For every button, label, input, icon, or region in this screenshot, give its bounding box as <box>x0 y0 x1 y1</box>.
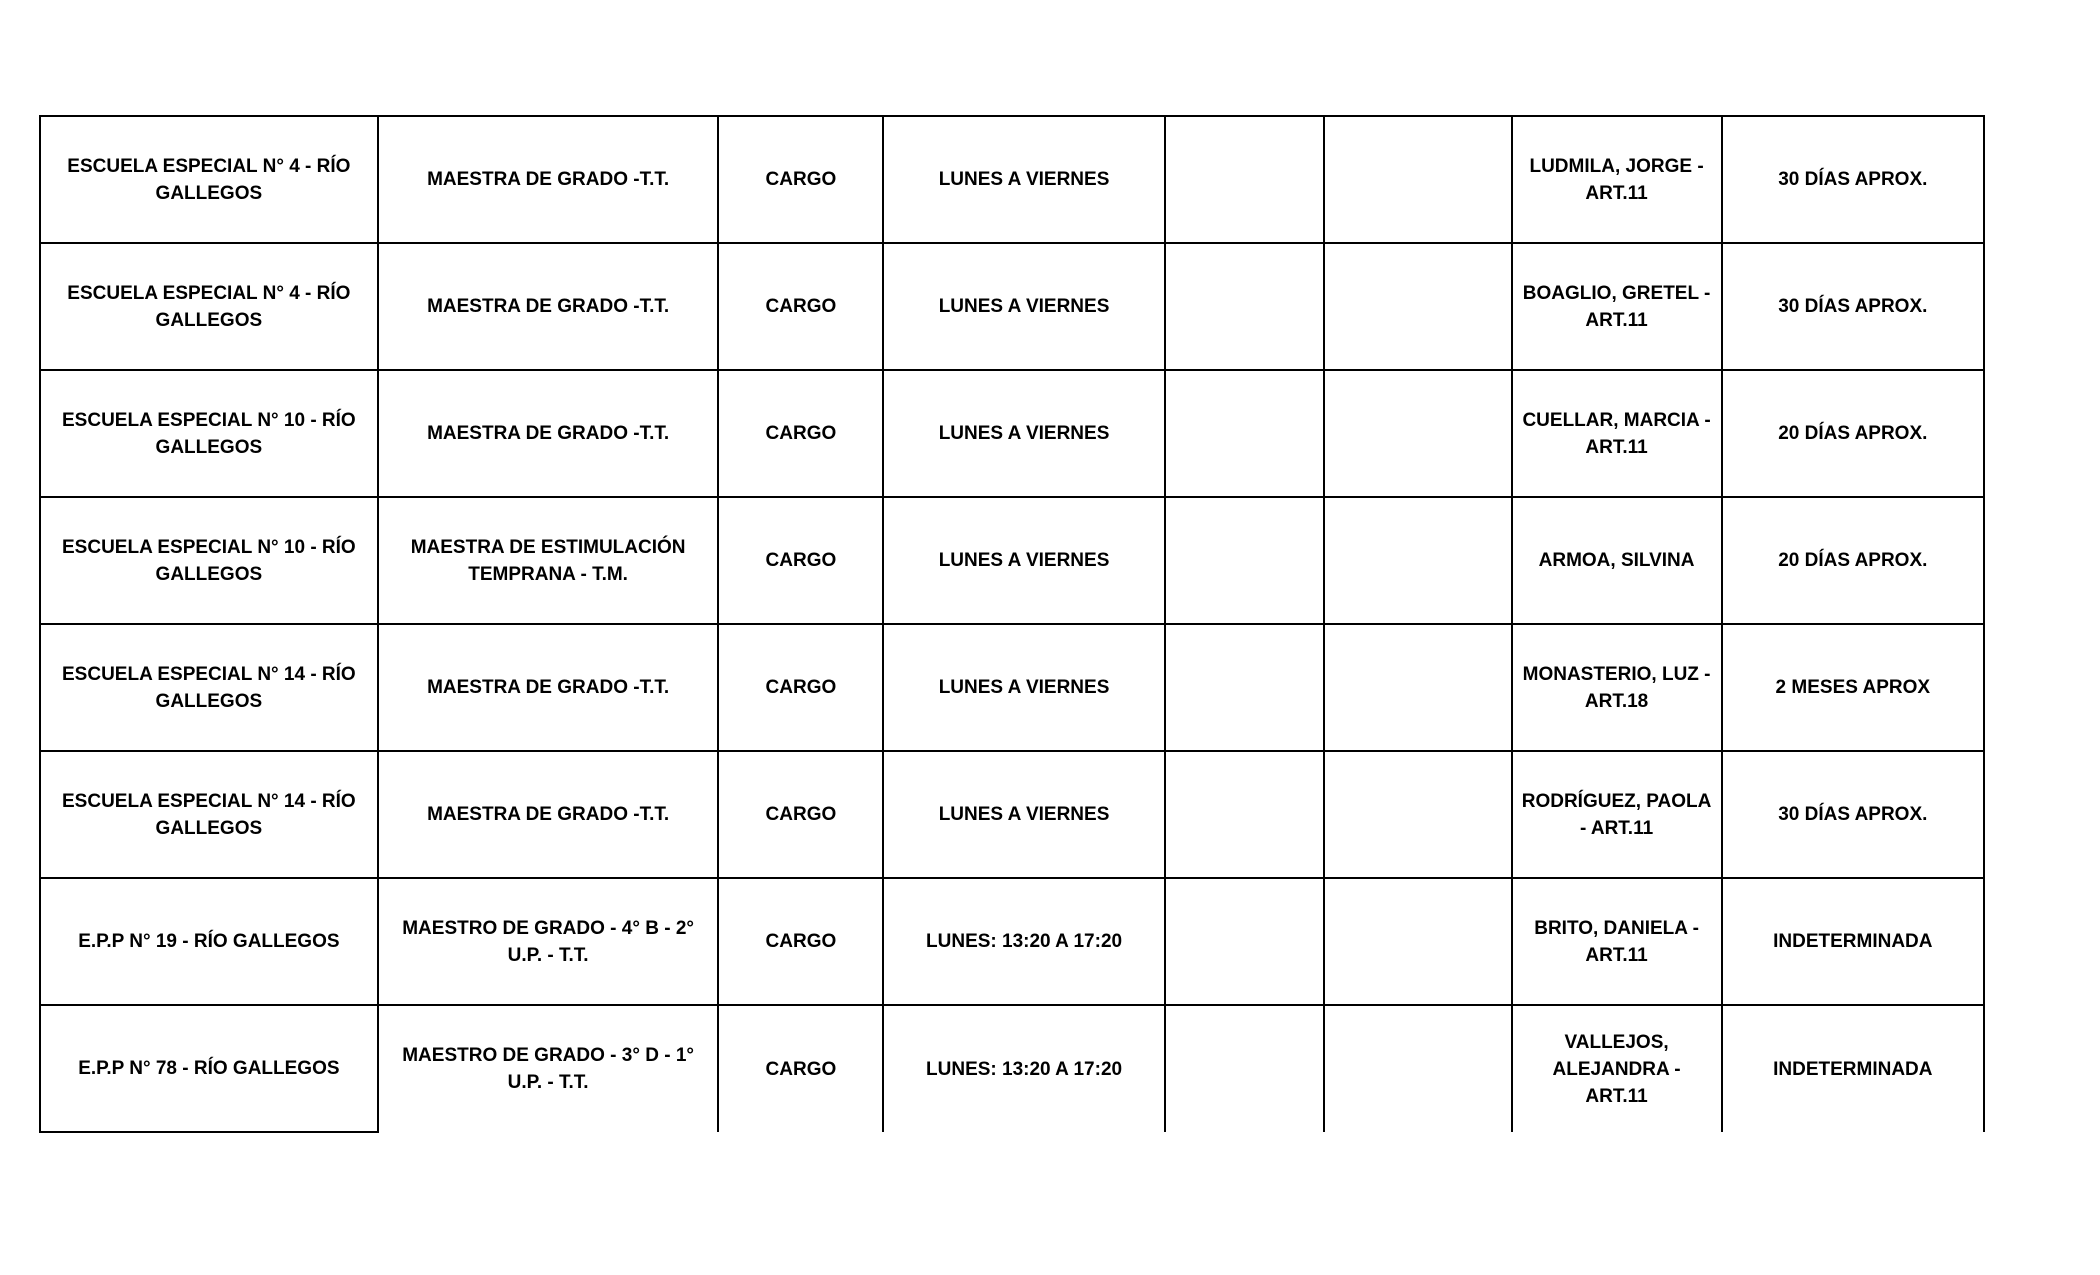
empty-cell <box>1324 1005 1512 1132</box>
table-row <box>40 624 1984 751</box>
schedule-cell: LUNES A VIERNES <box>883 624 1164 751</box>
school-cell: ESCUELA ESPECIAL N° 14 - RÍO GALLEGOS <box>40 624 378 751</box>
position-cell: MAESTRA DE GRADO -T.T. <box>378 370 719 497</box>
empty-cell <box>1165 370 1324 497</box>
teacher-cell: CUELLAR, MARCIA - ART.11 <box>1512 370 1722 497</box>
type-cell: CARGO <box>718 497 883 624</box>
type-cell: CARGO <box>718 878 883 1005</box>
schedule-cell: LUNES A VIERNES <box>883 243 1164 370</box>
teacher-cell: MONASTERIO, LUZ - ART.18 <box>1512 624 1722 751</box>
teacher-cell: BOAGLIO, GRETEL - ART.11 <box>1512 243 1722 370</box>
table-row <box>40 1005 1984 1132</box>
schedule-cell: LUNES A VIERNES <box>883 751 1164 878</box>
type-cell: CARGO <box>718 116 883 243</box>
table-row <box>40 878 1984 1005</box>
type-cell: CARGO <box>718 751 883 878</box>
vacancies-table <box>39 115 1985 1133</box>
spreadsheet-page <box>39 115 1985 1133</box>
school-cell: ESCUELA ESPECIAL N° 4 - RÍO GALLEGOS <box>40 243 378 370</box>
empty-cell <box>1324 497 1512 624</box>
empty-cell <box>1165 878 1324 1005</box>
position-cell: MAESTRA DE GRADO -T.T. <box>378 624 719 751</box>
position-cell: MAESTRA DE GRADO -T.T. <box>378 243 719 370</box>
schedule-cell: LUNES A VIERNES <box>883 116 1164 243</box>
empty-cell <box>1165 1005 1324 1132</box>
type-cell: CARGO <box>718 624 883 751</box>
table-row <box>40 116 1984 243</box>
school-cell: ESCUELA ESPECIAL N° 10 - RÍO GALLEGOS <box>40 370 378 497</box>
table-row <box>40 243 1984 370</box>
table-row <box>40 497 1984 624</box>
duration-cell: 20 DÍAS APROX. <box>1722 497 1984 624</box>
teacher-cell: VALLEJOS, ALEJANDRA - ART.11 <box>1512 1005 1722 1132</box>
school-cell: ESCUELA ESPECIAL N° 4 - RÍO GALLEGOS <box>40 116 378 243</box>
duration-cell: INDETERMINADA <box>1722 1005 1984 1132</box>
duration-cell: INDETERMINADA <box>1722 878 1984 1005</box>
duration-cell: 30 DÍAS APROX. <box>1722 751 1984 878</box>
teacher-cell: RODRÍGUEZ, PAOLA - ART.11 <box>1512 751 1722 878</box>
type-cell: CARGO <box>718 370 883 497</box>
empty-cell <box>1324 370 1512 497</box>
duration-cell: 30 DÍAS APROX. <box>1722 243 1984 370</box>
teacher-cell: ARMOA, SILVINA <box>1512 497 1722 624</box>
duration-cell: 20 DÍAS APROX. <box>1722 370 1984 497</box>
position-cell: MAESTRA DE GRADO -T.T. <box>378 116 719 243</box>
schedule-cell: LUNES: 13:20 A 17:20 <box>883 1005 1164 1132</box>
school-cell: E.P.P N° 78 - RÍO GALLEGOS <box>40 1005 378 1132</box>
school-cell: ESCUELA ESPECIAL N° 14 - RÍO GALLEGOS <box>40 751 378 878</box>
type-cell: CARGO <box>718 1005 883 1132</box>
duration-cell: 30 DÍAS APROX. <box>1722 116 1984 243</box>
table-row <box>40 370 1984 497</box>
table-row <box>40 751 1984 878</box>
empty-cell <box>1165 751 1324 878</box>
empty-cell <box>1324 878 1512 1005</box>
empty-cell <box>1165 116 1324 243</box>
position-cell: MAESTRA DE GRADO -T.T. <box>378 751 719 878</box>
school-cell: ESCUELA ESPECIAL N° 10 - RÍO GALLEGOS <box>40 497 378 624</box>
position-cell: MAESTRA DE ESTIMULACIÓN TEMPRANA - T.M. <box>378 497 719 624</box>
empty-cell <box>1165 497 1324 624</box>
duration-cell: 2 MESES APROX <box>1722 624 1984 751</box>
empty-cell <box>1165 624 1324 751</box>
empty-cell <box>1324 243 1512 370</box>
type-cell: CARGO <box>718 243 883 370</box>
empty-cell <box>1165 243 1324 370</box>
teacher-cell: LUDMILA, JORGE - ART.11 <box>1512 116 1722 243</box>
teacher-cell: BRITO, DANIELA - ART.11 <box>1512 878 1722 1005</box>
empty-cell <box>1324 751 1512 878</box>
schedule-cell: LUNES A VIERNES <box>883 497 1164 624</box>
empty-cell <box>1324 624 1512 751</box>
position-cell: MAESTRO DE GRADO - 3° D - 1° U.P. - T.T. <box>378 1005 719 1132</box>
schedule-cell: LUNES A VIERNES <box>883 370 1164 497</box>
empty-cell <box>1324 116 1512 243</box>
schedule-cell: LUNES: 13:20 A 17:20 <box>883 878 1164 1005</box>
position-cell: MAESTRO DE GRADO - 4° B - 2° U.P. - T.T. <box>378 878 719 1005</box>
school-cell: E.P.P N° 19 - RÍO GALLEGOS <box>40 878 378 1005</box>
